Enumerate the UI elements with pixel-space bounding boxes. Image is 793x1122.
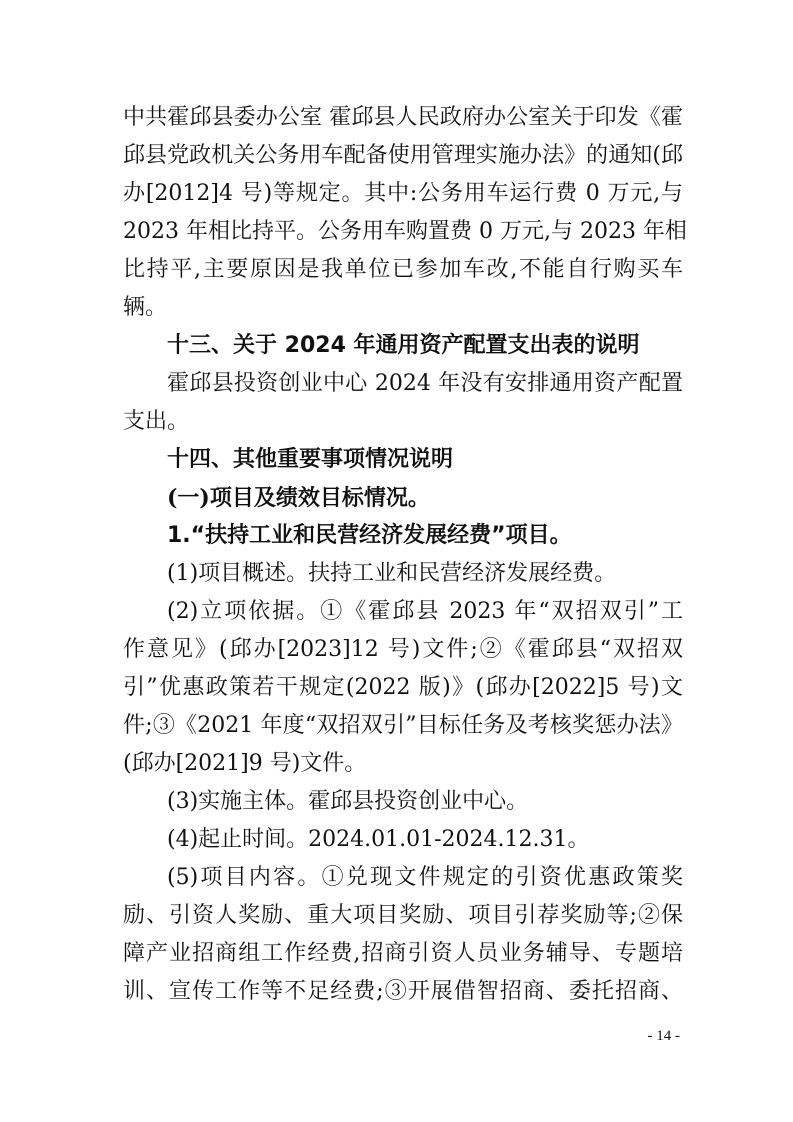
item-1-heading: 1.“扶持工业和民营经济发展经费”项目。 bbox=[167, 523, 572, 548]
subsection-1-heading: (一)项目及绩效目标情况。 bbox=[167, 485, 430, 511]
body-text-line: 支出。 bbox=[123, 409, 190, 434]
body-text-line: 训、宣传工作等不足经费;③开展借智招商、委托招商、 bbox=[123, 979, 683, 1004]
body-text-line: (5)项目内容。①兑现文件规定的引资优惠政策奖 bbox=[167, 865, 683, 890]
body-text-line: 件;③《2021 年度“双招双引”目标任务及考核奖惩办法》 bbox=[123, 713, 683, 738]
body-text-line: 辆。 bbox=[123, 295, 168, 320]
body-text-line: 障产业招商组工作经费,招商引资人员业务辅导、专题培 bbox=[123, 941, 683, 966]
body-text-line: (邱办[2021]9 号)文件。 bbox=[123, 751, 367, 776]
body-text-line: 霍邱县投资创业中心 2024 年没有安排通用资产配置 bbox=[167, 371, 683, 396]
body-text-line: 办[2012]4 号)等规定。其中:公务用车运行费 0 万元,与 bbox=[123, 181, 683, 206]
section-13-heading: 十三、关于 2024 年通用资产配置支出表的说明 bbox=[167, 333, 640, 358]
body-text-line: (2)立项依据。①《霍邱县 2023 年“双招双引”工 bbox=[167, 599, 683, 624]
section-14-heading: 十四、其他重要事项情况说明 bbox=[167, 447, 454, 472]
body-text-line: (1)项目概述。扶持工业和民营经济发展经费。 bbox=[167, 561, 617, 586]
body-text-line: (4)起止时间。2024.01.01-2024.12.31。 bbox=[167, 827, 590, 852]
page-number: - 14 - bbox=[647, 1028, 680, 1044]
body-text-line: 2023 年相比持平。公务用车购置费 0 万元,与 2023 年相 bbox=[123, 219, 687, 244]
body-text-line: 中共霍邱县委办公室 霍邱县人民政府办公室关于印发《霍 bbox=[123, 105, 683, 130]
body-text-line: 引”优惠政策若干规定(2022 版)》(邱办[2022]5 号)文 bbox=[123, 675, 683, 700]
body-text-line: 比持平,主要原因是我单位已参加车改,不能自行购买车 bbox=[123, 257, 683, 282]
body-text-line: (3)实施主体。霍邱县投资创业中心。 bbox=[167, 789, 529, 814]
body-text-line: 邱县党政机关公务用车配备使用管理实施办法》的通知(邱 bbox=[123, 143, 683, 168]
body-text-line: 作意见》(邱办[2023]12 号)文件;②《霍邱县“双招双 bbox=[123, 637, 683, 662]
body-text-line: 励、引资人奖励、重大项目奖励、项目引荐奖励等;②保 bbox=[123, 903, 683, 928]
